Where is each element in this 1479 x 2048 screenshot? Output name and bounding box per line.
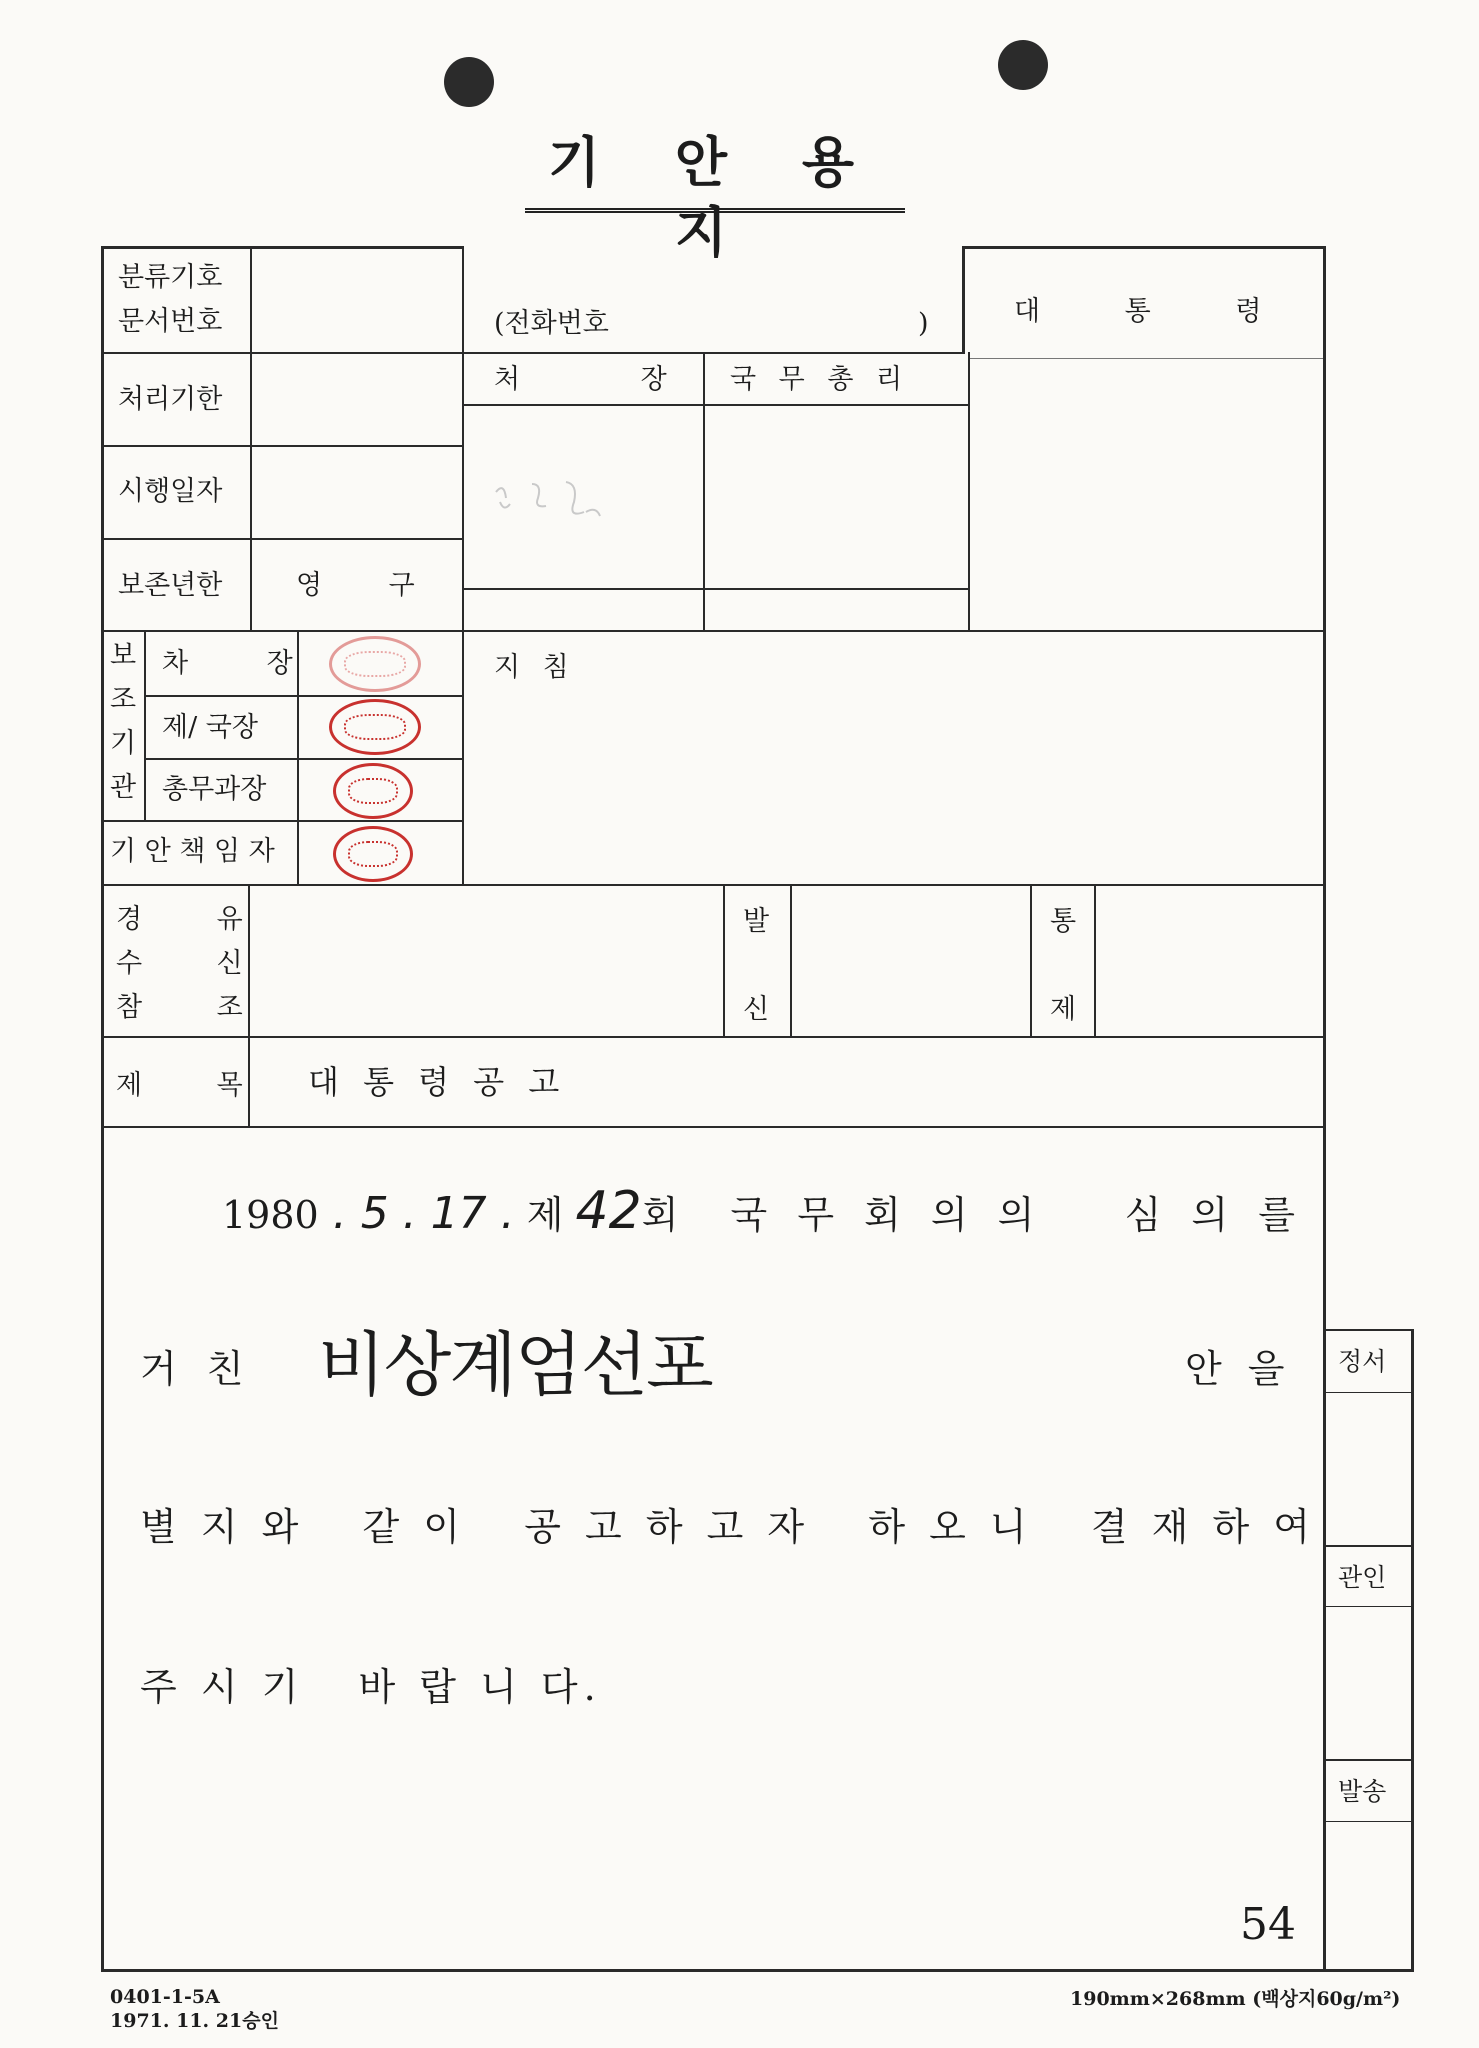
drafter-label: 기 안 책 임 자 — [110, 836, 275, 867]
body-line-3: 별 지 와 같 이 공 고 하 고 자 하 오 니 결 재 하 여 — [140, 1505, 1314, 1549]
body-month: 5 — [360, 1188, 389, 1239]
classification-label: 분류기호 — [118, 262, 223, 293]
body-line-2-start: 거 친 — [140, 1347, 244, 1391]
control-label-2: 제 — [1050, 994, 1077, 1025]
approval-date: 1971. 11. 21승인 — [110, 2010, 279, 2032]
dispatch-label: 발송 — [1338, 1777, 1387, 1806]
subject-label: 제 목 — [116, 1070, 243, 1101]
page-number: 54 — [1240, 1899, 1296, 1950]
general-affairs-label: 총무과장 — [162, 774, 267, 805]
punch-hole-left — [444, 57, 494, 107]
chief-label: 처 장 — [494, 364, 667, 395]
seal-check-label: 관인 — [1338, 1563, 1387, 1592]
paper-spec: 190mm×268mm (백상지60g/m²) — [1070, 1988, 1401, 2010]
seal-vice-minister — [329, 636, 421, 692]
body-session-suffix: 회 — [641, 1193, 679, 1237]
send-label-2: 신 — [743, 994, 770, 1025]
body-handwritten-item: 비상계엄선포 — [318, 1324, 712, 1406]
body-line-1: 1980 . 5 . 17 . 제 42회 국 무 회 의 의 심 의 를 — [222, 1181, 1295, 1241]
subject-value: 대 통 령 공 고 — [308, 1063, 560, 1101]
guideline-label: 지 침 — [494, 652, 569, 683]
aux-group-label-4: 관 — [110, 772, 137, 803]
body-line-2-end: 안 을 — [1185, 1347, 1285, 1391]
retention-label: 보존년한 — [118, 570, 223, 601]
send-label-1: 발 — [743, 906, 770, 937]
body-session-number: 42 — [575, 1181, 642, 1241]
director-label: 제/ 국장 — [162, 712, 258, 743]
vice-minister-label: 차 장 — [162, 648, 293, 679]
retention-value: 영 구 — [296, 570, 415, 601]
control-label-1: 통 — [1050, 906, 1077, 937]
punch-hole-right — [998, 40, 1048, 90]
seal-drafter — [333, 826, 413, 882]
fair-copy-label: 정서 — [1338, 1347, 1387, 1376]
recipient-label: 수 신 — [116, 948, 243, 979]
aux-group-label-2: 조 — [110, 684, 137, 715]
aux-group-label-1: 보 — [110, 640, 137, 671]
seal-director — [329, 699, 421, 755]
body-day: 17 — [430, 1188, 487, 1239]
form-code: 0401-1-5A — [110, 1986, 220, 2008]
reference-label: 참 조 — [116, 992, 243, 1023]
body-session-prefix: 제 — [526, 1193, 564, 1237]
body-line-4: 주 시 기 바 랍 니 다. — [140, 1665, 602, 1709]
via-label: 경 유 — [116, 904, 243, 935]
pencil-signature — [486, 462, 636, 542]
deadline-label: 처리기한 — [118, 384, 223, 415]
document-number-label: 문서번호 — [118, 306, 223, 337]
prime-minister-label: 국 무 총 리 — [730, 364, 903, 395]
enforcement-date-label: 시행일자 — [118, 476, 223, 507]
seal-general-affairs — [333, 763, 413, 819]
aux-group-label-3: 기 — [110, 728, 137, 759]
president-label: 대 통 령 — [1014, 296, 1262, 327]
phone-label: (전화번호 — [494, 308, 609, 339]
body-year: 1980 — [222, 1193, 319, 1237]
form-title: 기 안 용 지 — [525, 128, 905, 213]
body-line1-rest: 국 무 회 의 의 심 의 를 — [730, 1193, 1295, 1237]
phone-close: ) — [918, 308, 929, 339]
